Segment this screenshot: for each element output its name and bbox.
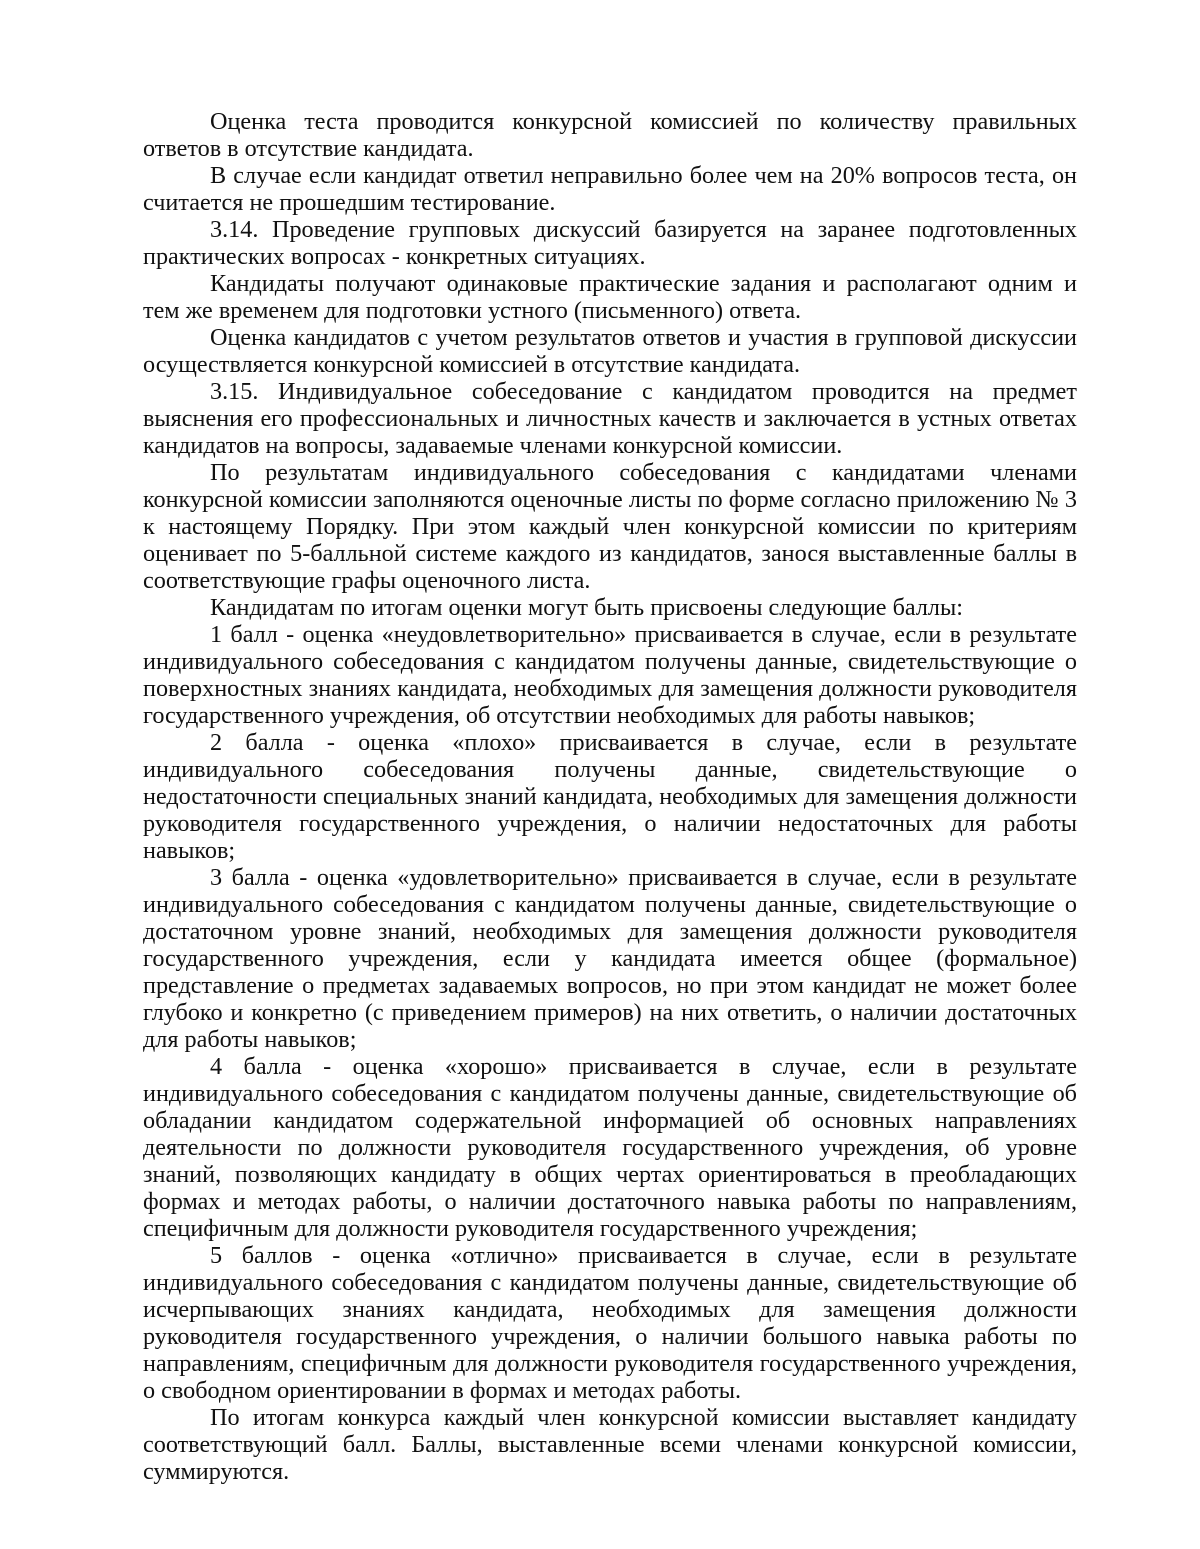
paragraph-3-15-individual-interview: 3.15. Индивидуальное собеседование с кандидатом проводится на предмет выяснения его профессиональных и личностных качеств и заключается в устных ответах кандидатов на вопросы, задаваемые членами конкурсной комиссии.: [143, 378, 1077, 459]
paragraph-score-1: 1 балл - оценка «неудовлетворительно» присваивается в случае, если в результате индивидуального собеседования с кандидатом получены данные, свидетельствующие о поверхностных знаниях кандидата, необходимых для замещения должности руководителя государственного учреждения, об отсутствии необходимых для работы навыков;: [143, 621, 1077, 729]
paragraph-score-5: 5 баллов - оценка «отлично» присваивается в случае, если в результате индивидуального собеседования с кандидатом получены данные, свидетельствующие об исчерпывающих знаниях кандидата, необходимых для замещения должности руководителя государственного учреждения, о наличии большого навыка работы по направлениям, специфичным для должности руководителя государственного учреждения, о свободном ориентировании в формах и методах работы.: [143, 1242, 1077, 1404]
paragraph-score-3: 3 балла - оценка «удовлетворительно» присваивается в случае, если в результате индивидуального собеседования с кандидатом получены данные, свидетельствующие о достаточном уровне знаний, необходимых для замещения должности руководителя государственного учреждения, если у кандидата имеется общее (формальное) представление о предметах задаваемых вопросов, но при этом кандидат не может более глубоко и конкретно (с приведением примеров) на них ответить, о наличии достаточных для работы навыков;: [143, 864, 1077, 1053]
paragraph-score-intro: Кандидатам по итогам оценки могут быть присвоены следующие баллы:: [210, 594, 963, 621]
paragraph-3-14-group-discussions: 3.14. Проведение групповых дискуссий базируется на заранее подготовленных практических вопросах - конкретных ситуациях.: [143, 216, 1077, 270]
paragraph-identical-tasks: Кандидаты получают одинаковые практические задания и располагают одним и тем же временем для подготовки устного (письменного) ответа.: [143, 270, 1077, 324]
paragraph-test-evaluation: Оценка теста проводится конкурсной комиссией по количеству правильных ответов в отсутствие кандидата.: [143, 108, 1077, 162]
paragraph-test-failure-threshold: В случае если кандидат ответил неправильно более чем на 20% вопросов теста, он считается не прошедшим тестирование.: [143, 162, 1077, 216]
paragraph-score-2: 2 балла - оценка «плохо» присваивается в случае, если в результате индивидуального собеседования получены данные, свидетельствующие о недостаточности специальных знаний кандидата, необходимых для замещения должности руководителя государственного учреждения, о наличии недостаточных для работы навыков;: [143, 729, 1077, 864]
paragraph-discussion-evaluation: Оценка кандидатов с учетом результатов ответов и участия в групповой дискуссии осуществляется конкурсной комиссией в отсутствие кандидата.: [143, 324, 1077, 378]
document-body: [143, 108, 1077, 1485]
paragraph-evaluation-sheets: По результатам индивидуального собеседования с кандидатами членами конкурсной комиссии заполняются оценочные листы по форме согласно приложению № 3 к настоящему Порядку. При этом каждый член конкурсной комиссии по критериям оценивает по 5-балльной системе каждого из кандидатов, занося выставленные баллы в соответствующие графы оценочного листа.: [143, 459, 1077, 594]
paragraph-score-summation: По итогам конкурса каждый член конкурсной комиссии выставляет кандидату соответствующий балл. Баллы, выставленные всеми членами конкурсной комиссии, суммируются.: [143, 1404, 1077, 1485]
paragraph-score-4: 4 балла - оценка «хорошо» присваивается в случае, если в результате индивидуального собеседования с кандидатом получены данные, свидетельствующие об обладании кандидатом содержательной информацией об основных направлениях деятельности по должности руководителя государственного учреждения, об уровне знаний, позволяющих кандидату в общих чертах ориентироваться в преобладающих формах и методах работы, о наличии достаточного навыка работы по направлениям, специфичным для должности руководителя государственного учреждения;: [143, 1053, 1077, 1242]
